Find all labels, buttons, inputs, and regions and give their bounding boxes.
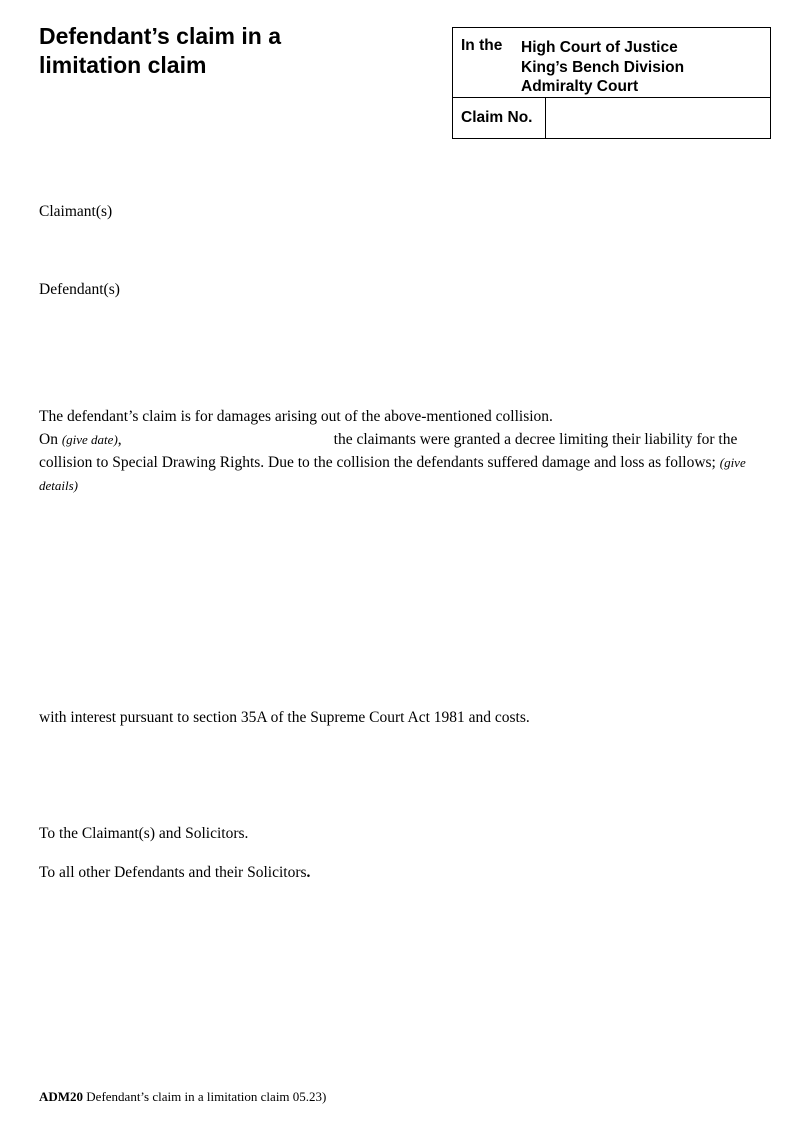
decree-text: the claimants were granted a decree limiting their liability for the collision to Special Drawing Rights. Due to the collision the defendants suffered damage and loss as follows; xyxy=(39,431,738,471)
court-name xyxy=(521,38,684,97)
claimants-label: Claimant(s) xyxy=(39,203,113,220)
form-footer xyxy=(39,1089,326,1105)
claim-no-field[interactable] xyxy=(553,109,764,127)
court-name-section xyxy=(453,28,770,98)
court-line-high-court: High Court of Justice xyxy=(521,39,678,56)
to-defendants-period: . xyxy=(306,864,311,881)
on-word: On xyxy=(39,431,62,448)
claim-details-paragraph xyxy=(39,405,777,497)
interest-statement: with interest pursuant to section 35A of the Supreme Court Act 1981 and costs. xyxy=(39,709,530,726)
to-defendants-line xyxy=(39,861,777,884)
claim-no-divider xyxy=(545,97,546,138)
claim-statement: The defendant’s claim is for damages arising out of the above-mentioned collision. xyxy=(39,408,553,425)
defendants-label: Defendant(s) xyxy=(39,281,120,298)
court-line-division: King’s Bench Division xyxy=(521,58,685,76)
to-claimants-line: To the Claimant(s) and Solicitors. xyxy=(39,825,249,842)
claim-no-label: Claim No. xyxy=(461,109,533,126)
comma: , xyxy=(117,431,122,448)
court-details-box xyxy=(452,27,771,139)
to-defendants-text: To all other Defendants and their Solicitors xyxy=(39,864,307,881)
decree-statement xyxy=(39,428,777,497)
court-line-admiralty: Admiralty Court xyxy=(521,78,639,95)
form-title: Defendant’s claim in a limitation claim xyxy=(39,23,281,78)
form-code: ADM20 xyxy=(39,1089,84,1104)
in-the-label: In the xyxy=(461,37,503,54)
give-date-hint: (give date) xyxy=(61,432,118,447)
footer-text: Defendant’s claim in a limitation claim 05.23) xyxy=(83,1089,327,1104)
give-details-hint: (give details) xyxy=(39,455,746,493)
